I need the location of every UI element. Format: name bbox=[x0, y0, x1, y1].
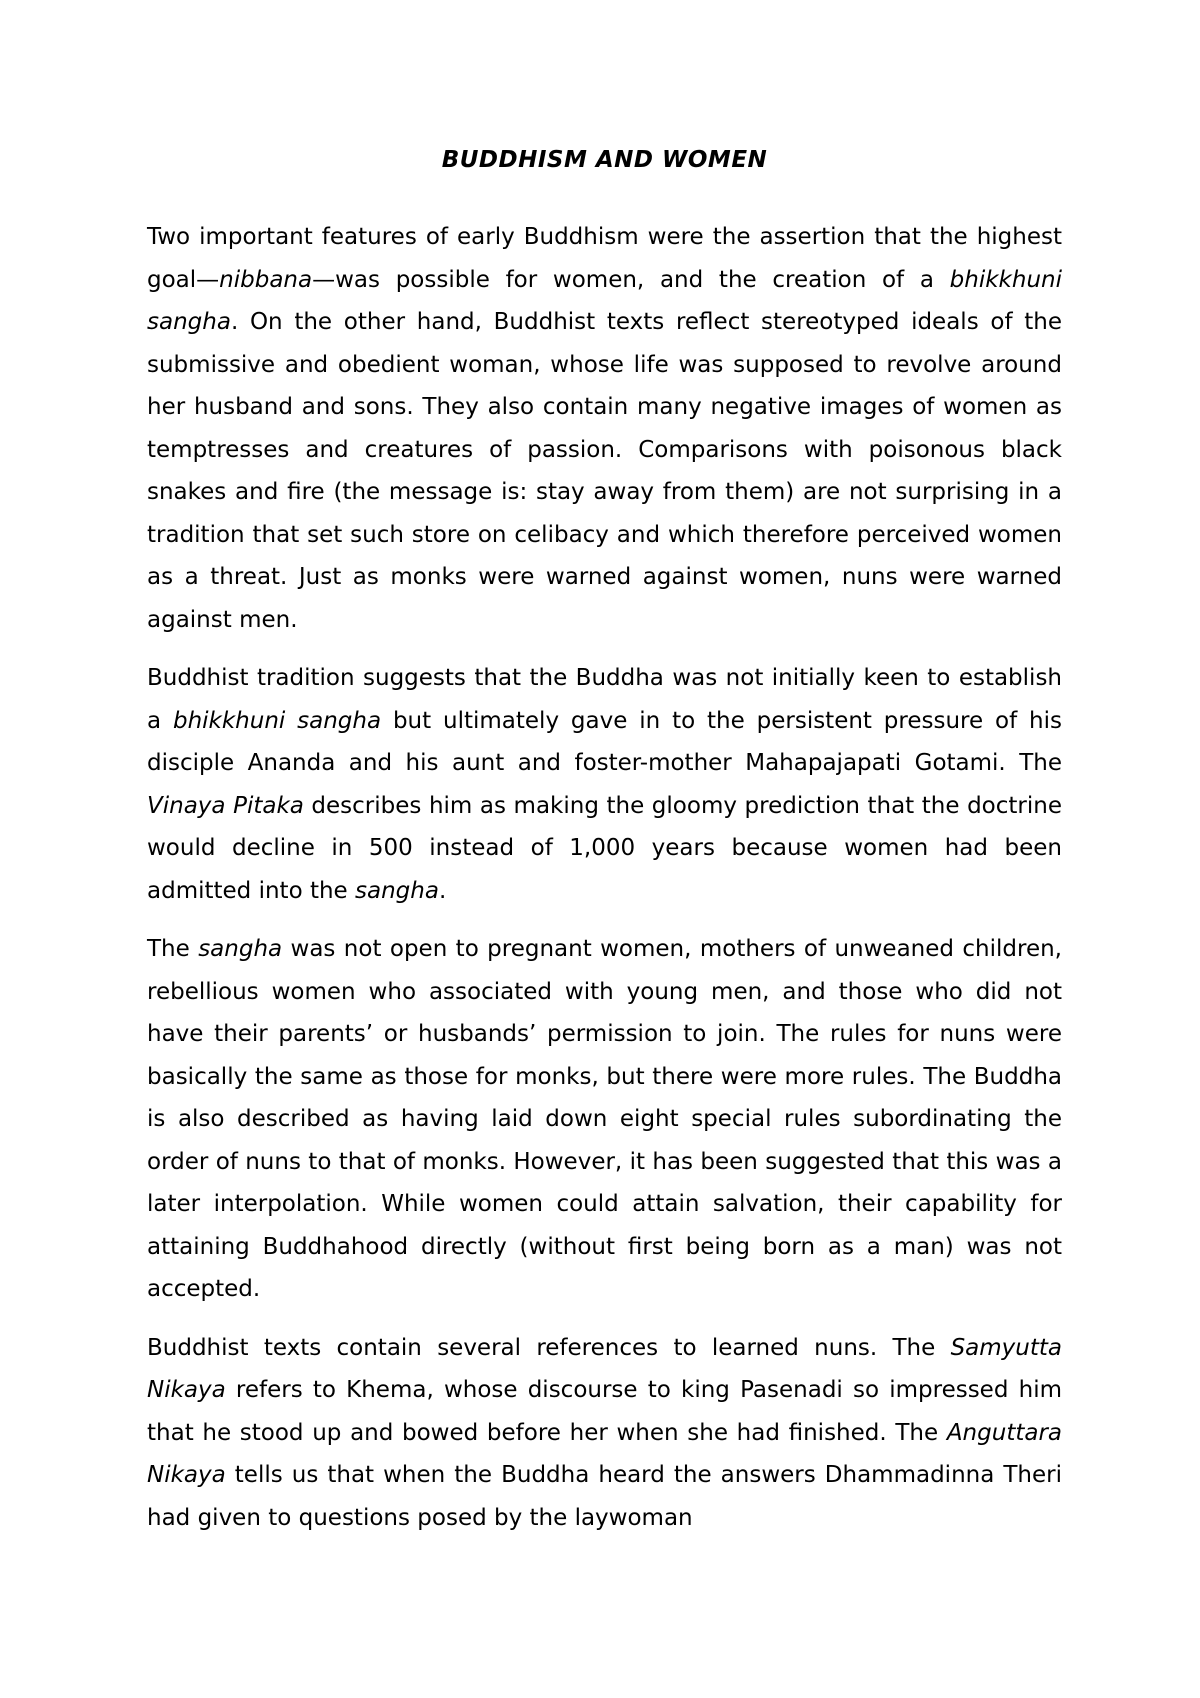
text-run: —was possible for women, and the creation of a bbox=[312, 266, 950, 293]
text-run: was not open to pregnant women, mothers of unweaned children, rebellious women who associated with young men, and those who did not have their parents’ or husbands’ permission to join. The rules for nuns were basically the same as those for monks, but there were more rules. The Buddha is also described as having laid down eight special rules subordinating the order of nuns to that of monks. However, it has been suggested that this was a later interpolation. While women could attain salvation, their capability for attaining Buddhahood directly (without first being born as a man) was not accepted. bbox=[147, 936, 1062, 1302]
italic-term: bhikkhuni sangha bbox=[172, 707, 382, 734]
text-run: tells us that when the Buddha heard the answers Dhammadinna Theri had given to questions posed by the laywoman bbox=[147, 1462, 1062, 1531]
paragraph bbox=[147, 928, 1062, 1311]
text-run: . bbox=[438, 877, 447, 904]
text-run: refers to Khema, whose discourse to king Pasenadi so impressed him that he stood up and bowed before her when she had finished. The bbox=[147, 1377, 1062, 1446]
document-title: BUDDHISM AND WOMEN bbox=[441, 147, 768, 173]
text-run: but ultimately gave in to the persistent pressure of his disciple Ananda and his aunt and foster-mother Mahapajapati Gotami. The bbox=[147, 707, 1062, 776]
italic-term: Vinaya Pitaka bbox=[147, 792, 304, 819]
paragraph bbox=[147, 657, 1062, 912]
italic-term: bhikkhuni sangha bbox=[147, 266, 1062, 335]
italic-term: sangha bbox=[355, 877, 439, 904]
paragraph bbox=[147, 216, 1062, 641]
text-run: Buddhist tradition suggests that the Buddha was not initially keen to establish a bbox=[147, 665, 1062, 734]
paragraph bbox=[147, 1327, 1062, 1540]
text-run: The bbox=[147, 936, 199, 962]
italic-term: nibbana bbox=[219, 266, 313, 293]
italic-term: Samyutta Nikaya bbox=[147, 1334, 1062, 1403]
document-body bbox=[147, 140, 1062, 1555]
italic-term: Anguttara Nikaya bbox=[147, 1419, 1062, 1488]
text-run: describes him as making the gloomy prediction that the doctrine would decline in 500 instead of 1,000 years because women had been admitted into the bbox=[147, 792, 1062, 904]
text-run: Buddhist texts contain several references to learned nuns. The bbox=[147, 1334, 951, 1361]
text-run: . On the other hand, Buddhist texts reflect stereotyped ideals of the submissive and obedient woman, whose life was supposed to revolve around her husband and sons. They also contain many negative images of women as temptresses and creatures of passion. Comparisons with poisonous black snakes and fire (the message is: stay away from them) are not surprising in a tradition that set such store on celibacy and which therefore perceived women as a threat. Just as monks were warned against women, nuns were warned against men. bbox=[147, 309, 1062, 633]
text-run: Two important features of early Buddhism were the assertion that the highest goal— bbox=[147, 224, 1062, 293]
italic-term: sangha bbox=[198, 936, 283, 962]
